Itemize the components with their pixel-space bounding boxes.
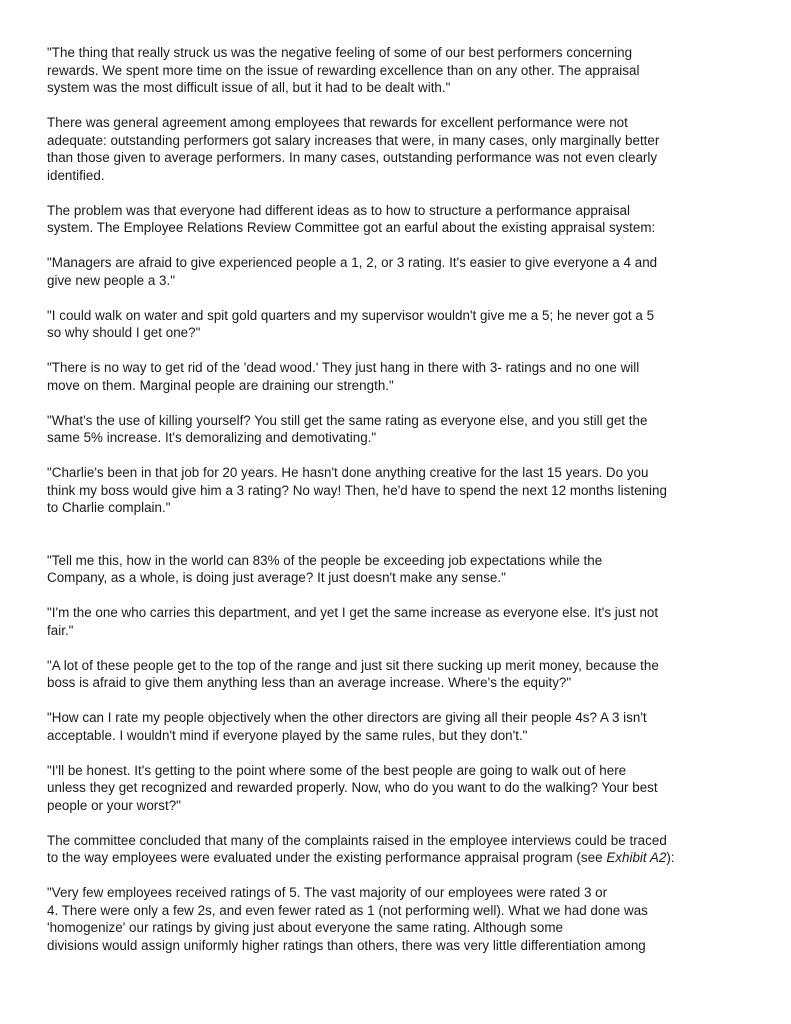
text-line: think my boss would give him a 3 rating? No way! Then, he'd have to spend the next 12 months listening — [47, 482, 667, 498]
text-line: people or your worst?" — [47, 797, 181, 813]
text-line: rewards. We spent more time on the issue of rewarding excellence than on any other. The appraisal — [47, 62, 640, 78]
quote-83-percent — [47, 552, 747, 587]
quote-dead-wood — [47, 359, 747, 394]
text-line: to Charlie complain." — [47, 500, 171, 515]
text-line: system. The Employee Relations Review Committee got an earful about the existing appraisal system: — [47, 220, 656, 235]
text-line: move on them. Marginal people are draining our strength." — [47, 377, 394, 393]
text-line: "I could walk on water and spit gold quarters and my supervisor wouldn't give me a 5; he never got a 5 — [47, 307, 655, 323]
text-line: unless they get recognized and rewarded properly. Now, who do you want to do the walking? Your best — [47, 780, 658, 795]
quote-charlie — [47, 464, 747, 517]
quote-managers-afraid — [47, 254, 747, 289]
text-line: The problem was that everyone had different ideas as to how to structure a performance appraisal — [47, 202, 630, 218]
quote-rate-objectively — [47, 709, 747, 744]
text-line: boss is afraid to give them anything less than an average increase. Where's the equity?" — [47, 675, 572, 690]
text-fragment: ): — [666, 850, 675, 865]
quote-killing-yourself — [47, 412, 747, 447]
text-line: "Very few employees received ratings of 5. The vast majority of our employees were rated 3 or — [47, 885, 608, 900]
text-line: "The thing that really struck us was the negative feeling of some of our best performers concerning — [47, 45, 633, 60]
text-line: "Tell me this, how in the world can 83% of the people be exceeding job expectations while the — [47, 552, 603, 568]
text-line: fair." — [47, 622, 74, 638]
text-line: "What's the use of killing yourself? You still get the same rating as everyone else, and you still get the — [47, 412, 648, 428]
quote-be-honest — [47, 762, 747, 815]
text-line: same 5% increase. It's demoralizing and demotivating." — [47, 430, 377, 445]
text-line: give new people a 3." — [47, 272, 176, 288]
text-line: adequate: outstanding performers got salary increases that were, in many cases, only marginally better — [47, 132, 660, 148]
text-line: divisions would assign uniformly higher ratings than others, there was very little differentiation among — [47, 937, 646, 953]
text-line: "A lot of these people get to the top of the range and just sit there sucking up merit money, because the — [47, 657, 659, 673]
text-line: "Charlie's been in that job for 20 years. He hasn't done anything creative for the last 15 years. Do you — [47, 465, 649, 480]
text-line: acceptable. I wouldn't mind if everyone played by the same rules, but they don't." — [47, 727, 528, 743]
paragraph-general-agreement — [47, 114, 747, 184]
text-line: 4. There were only a few 2s, and even fewer rated as 1 (not performing well). What we had done was — [47, 902, 648, 918]
quote-carries-department — [47, 604, 747, 639]
text-line: There was general agreement among employees that rewards for excellent performance were not — [47, 115, 628, 130]
text-line: 'homogenize' our ratings by giving just about everyone the same rating. Although some — [47, 920, 563, 935]
quote-walk-on-water — [47, 307, 747, 342]
paragraph-intro-quote — [47, 44, 747, 97]
text-line: Company, as a whole, is doing just average? It just doesn't make any sense." — [47, 570, 506, 585]
text-line: "Managers are afraid to give experienced people a 1, 2, or 3 rating. It's easier to give everyone a 4 and — [47, 255, 658, 270]
document-page — [47, 44, 747, 972]
paragraph-committee-concluded — [47, 832, 747, 867]
quote-merit-money — [47, 657, 747, 692]
text-line: than those given to average performers. In many cases, outstanding performance was not even clearly — [47, 150, 658, 165]
text-line: "I'm the one who carries this department, and yet I get the same increase as everyone else. It's just not — [47, 605, 659, 620]
text-line: so why should I get one?" — [47, 325, 201, 340]
exhibit-reference: Exhibit A2 — [606, 850, 667, 865]
quote-very-few-employees — [47, 884, 747, 954]
text-line: The committee concluded that many of the complaints raised in the employee interviews could be traced — [47, 832, 667, 848]
text-line — [47, 849, 747, 867]
text-line: "How can I rate my people objectively when the other directors are giving all their people 4s? A 3 isn't — [47, 710, 647, 725]
text-line: identified. — [47, 167, 105, 183]
text-line: system was the most difficult issue of all, but it had to be dealt with." — [47, 80, 451, 95]
text-line: "I'll be honest. It's getting to the point where some of the best people are going to walk out of here — [47, 762, 627, 778]
text-line: "There is no way to get rid of the 'dead wood.' They just hang in there with 3- ratings and no one will — [47, 360, 640, 375]
paragraph-the-problem — [47, 202, 747, 237]
text-fragment: to the way employees were evaluated under the existing performance appraisal program (see — [47, 850, 607, 865]
